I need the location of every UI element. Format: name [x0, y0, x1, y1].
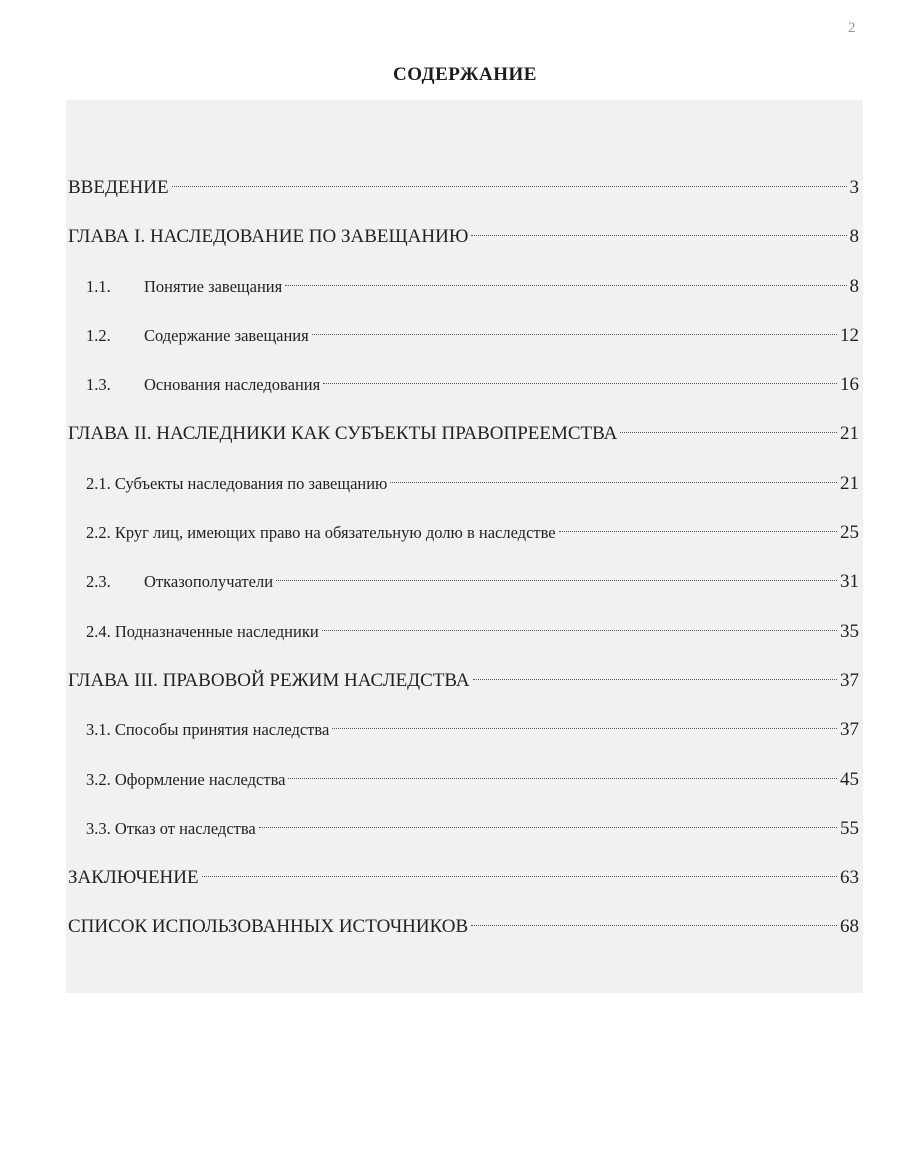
toc-entry-page-number: 31	[840, 571, 859, 593]
dot-leader	[312, 334, 837, 335]
toc-entry-page-number: 37	[840, 719, 859, 741]
toc-entry-label	[68, 269, 282, 305]
dot-leader	[471, 235, 846, 236]
toc-entry-text: 3.3. Отказ от наследства	[86, 818, 256, 838]
toc-section-entry[interactable]	[68, 170, 859, 219]
toc-entry-page-number: 25	[840, 522, 859, 544]
toc-entry-label	[68, 515, 556, 551]
dot-leader	[285, 285, 846, 286]
dot-leader	[276, 580, 837, 581]
toc-subsection-entry[interactable]	[68, 466, 859, 515]
toc-entry-label	[68, 614, 319, 650]
dot-leader	[322, 630, 837, 631]
toc-entry-page-number: 35	[840, 620, 859, 642]
dot-leader	[473, 679, 837, 680]
dot-leader	[390, 482, 837, 483]
toc-entry-number: 2.3.	[86, 572, 111, 592]
toc-entry-label	[68, 219, 468, 255]
toc-subsection-entry[interactable]	[68, 712, 859, 761]
toc-entry-text: 2.4. Подназначенные наследники	[86, 621, 319, 641]
toc-section-entry[interactable]	[68, 860, 859, 909]
toc-subsection-entry[interactable]	[68, 762, 859, 811]
toc-entry-label	[68, 860, 199, 896]
toc-subsection-entry[interactable]	[68, 564, 859, 613]
toc-entry-text: Отказополучатели	[144, 572, 274, 592]
page-title: СОДЕРЖАНИЕ	[393, 64, 537, 85]
toc-entry-page-number: 55	[840, 817, 859, 839]
toc-entry-page-number: 3	[849, 177, 859, 198]
dot-leader	[471, 925, 837, 926]
toc-entry-text: ГЛАВА II. НАСЛЕДНИКИ КАК СУБЪЕКТЫ ПРАВОПРЕЕМСТВА	[68, 423, 618, 445]
toc-entry-page-number: 63	[840, 867, 859, 889]
toc-entry-text: 3.1. Способы принятия наследства	[86, 720, 330, 740]
toc-entry-page-number: 45	[840, 768, 859, 790]
dot-leader	[202, 876, 837, 877]
toc-section-entry[interactable]	[68, 416, 859, 465]
toc-entry-text: СПИСОК ИСПОЛЬЗОВАННЫХ ИСТОЧНИКОВ	[68, 916, 469, 938]
toc-entry-page-number: 68	[840, 916, 859, 938]
dot-leader	[559, 531, 837, 532]
toc-entry-label	[68, 564, 273, 600]
toc-entry-page-number: 8	[849, 226, 859, 248]
toc-entry-label	[68, 811, 256, 847]
toc-entry-page-number: 21	[840, 472, 859, 494]
toc-section-entry[interactable]	[68, 219, 859, 268]
toc-entry-label	[68, 466, 387, 502]
toc-entry-label	[68, 318, 309, 354]
toc-entry-label	[68, 712, 329, 748]
toc-entry-number: 1.3.	[86, 375, 111, 395]
toc-subsection-entry[interactable]	[68, 367, 859, 416]
toc-entry-text: Понятие завещания	[144, 276, 283, 296]
toc-entry-label	[68, 909, 468, 945]
dot-leader	[172, 186, 847, 187]
toc-subsection-entry[interactable]	[68, 515, 859, 564]
dot-leader	[259, 827, 837, 828]
toc-entry-text: ВВЕДЕНИЕ	[68, 177, 169, 198]
page-number: 2	[848, 20, 856, 36]
toc-entry-text: 2.1. Субъекты наследования по завещанию	[86, 473, 388, 493]
table-of-contents	[68, 170, 859, 959]
toc-entry-label	[68, 416, 617, 452]
toc-entry-label	[68, 663, 470, 699]
toc-entry-text: Содержание завещания	[144, 325, 309, 345]
toc-entry-number: 1.2.	[86, 325, 111, 345]
toc-subsection-entry[interactable]	[68, 318, 859, 367]
toc-entry-label	[68, 762, 285, 798]
toc-section-entry[interactable]	[68, 663, 859, 712]
toc-entry-text: ЗАКЛЮЧЕНИЕ	[68, 867, 199, 889]
toc-entry-text: ГЛАВА III. ПРАВОВОЙ РЕЖИМ НАСЛЕДСТВА	[68, 669, 470, 691]
dot-leader	[288, 778, 837, 779]
toc-entry-number: 1.1.	[86, 276, 111, 296]
toc-entry-label	[68, 170, 169, 206]
toc-entry-page-number: 21	[840, 423, 859, 445]
dot-leader	[620, 432, 837, 433]
toc-section-entry[interactable]	[68, 909, 859, 958]
toc-entry-label	[68, 367, 320, 403]
toc-entry-page-number: 8	[849, 275, 859, 297]
toc-entry-text: 3.2. Оформление наследства	[86, 769, 286, 789]
toc-subsection-entry[interactable]	[68, 269, 859, 318]
toc-subsection-entry[interactable]	[68, 811, 859, 860]
toc-subsection-entry[interactable]	[68, 614, 859, 663]
toc-entry-page-number: 16	[840, 374, 859, 396]
dot-leader	[332, 728, 837, 729]
toc-entry-text: 2.2. Круг лиц, имеющих право на обязательную долю в наследстве	[86, 523, 556, 543]
toc-entry-page-number: 37	[840, 669, 859, 691]
dot-leader	[323, 383, 837, 384]
toc-entry-text: Основания наследования	[144, 375, 321, 395]
toc-entry-text: ГЛАВА I. НАСЛЕДОВАНИЕ ПО ЗАВЕЩАНИЮ	[68, 226, 469, 248]
toc-entry-page-number: 12	[840, 324, 859, 346]
